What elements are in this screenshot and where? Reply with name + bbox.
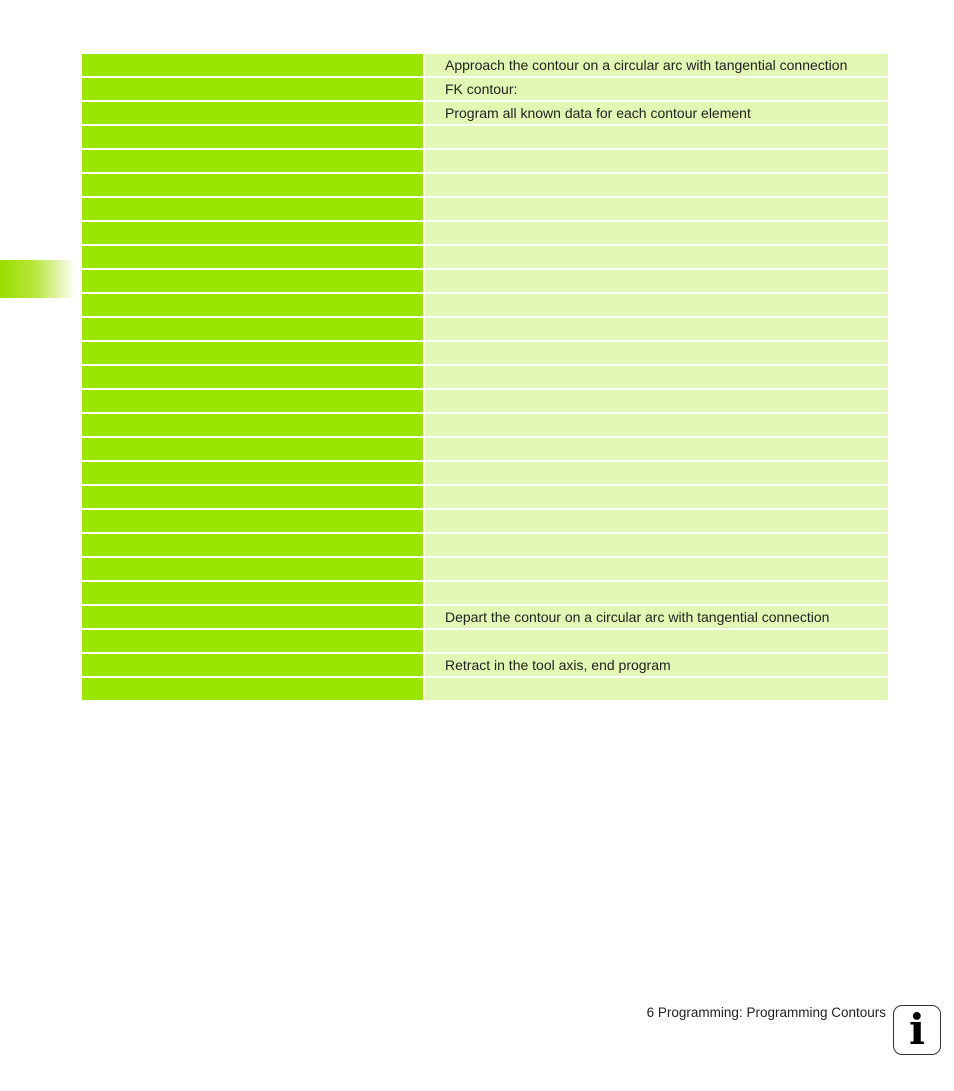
table-cell-description: FK contour:	[425, 78, 888, 100]
table-cell-code	[82, 462, 423, 484]
table-cell-code	[82, 558, 423, 580]
table-cell-description	[425, 294, 888, 316]
table-cell-description: Depart the contour on a circular arc with tangential connection	[425, 606, 888, 628]
table-row	[82, 366, 888, 388]
table-cell-code	[82, 198, 423, 220]
table-cell-code	[82, 390, 423, 412]
table-cell-code	[82, 126, 423, 148]
table-row	[82, 534, 888, 556]
table-cell-description	[425, 174, 888, 196]
table-row	[82, 342, 888, 364]
table-row	[82, 606, 888, 628]
table-row	[82, 654, 888, 676]
table-cell-description	[425, 510, 888, 532]
table-row	[82, 390, 888, 412]
table-cell-code	[82, 678, 423, 700]
table-cell-description: Program all known data for each contour element	[425, 102, 888, 124]
table-cell-description	[425, 678, 888, 700]
table-cell-code	[82, 414, 423, 436]
table-row	[82, 198, 888, 220]
table-cell-description	[425, 222, 888, 244]
table-cell-code	[82, 318, 423, 340]
table-row	[82, 102, 888, 124]
table-row	[82, 174, 888, 196]
table-cell-description	[425, 486, 888, 508]
table-cell-code	[82, 582, 423, 604]
table-cell-code	[82, 438, 423, 460]
table-cell-description	[425, 150, 888, 172]
table-cell-code	[82, 630, 423, 652]
table-cell-description	[425, 582, 888, 604]
table-cell-code	[82, 654, 423, 676]
table-row	[82, 582, 888, 604]
table-cell-code	[82, 78, 423, 100]
table-row	[82, 486, 888, 508]
table-cell-description: Retract in the tool axis, end program	[425, 654, 888, 676]
table-cell-description	[425, 198, 888, 220]
table-row	[82, 270, 888, 292]
table-cell-code	[82, 270, 423, 292]
table-cell-description	[425, 534, 888, 556]
table-cell-description	[425, 270, 888, 292]
table-row	[82, 54, 888, 76]
table-cell-code	[82, 174, 423, 196]
table-cell-description	[425, 462, 888, 484]
table-row	[82, 414, 888, 436]
table-row	[82, 462, 888, 484]
table-row	[82, 78, 888, 100]
table-cell-code	[82, 366, 423, 388]
table-cell-description	[425, 438, 888, 460]
table-row	[82, 438, 888, 460]
table-cell-code	[82, 54, 423, 76]
table-cell-code	[82, 222, 423, 244]
table-cell-description	[425, 630, 888, 652]
table-cell-code	[82, 534, 423, 556]
table-cell-code	[82, 510, 423, 532]
table-cell-code	[82, 246, 423, 268]
table-cell-description	[425, 414, 888, 436]
table-cell-description	[425, 246, 888, 268]
info-icon[interactable]	[893, 1005, 941, 1055]
table-cell-code	[82, 150, 423, 172]
table-row	[82, 126, 888, 148]
program-table	[82, 54, 888, 702]
footer-chapter-title: 6 Programming: Programming Contours	[646, 1005, 886, 1020]
table-cell-description	[425, 366, 888, 388]
table-cell-code	[82, 342, 423, 364]
table-cell-description	[425, 390, 888, 412]
table-cell-code	[82, 606, 423, 628]
table-row	[82, 150, 888, 172]
table-cell-description	[425, 558, 888, 580]
table-row	[82, 222, 888, 244]
table-cell-description	[425, 342, 888, 364]
table-cell-code	[82, 486, 423, 508]
table-row	[82, 510, 888, 532]
table-row	[82, 630, 888, 652]
table-row	[82, 678, 888, 700]
chapter-side-tab	[0, 260, 76, 298]
info-glyph: i	[909, 1005, 925, 1054]
table-cell-description: Approach the contour on a circular arc with tangential connection	[425, 54, 888, 76]
table-row	[82, 558, 888, 580]
table-cell-description	[425, 318, 888, 340]
table-row	[82, 318, 888, 340]
table-cell-description	[425, 126, 888, 148]
table-cell-code	[82, 294, 423, 316]
table-cell-code	[82, 102, 423, 124]
table-row	[82, 294, 888, 316]
table-row	[82, 246, 888, 268]
